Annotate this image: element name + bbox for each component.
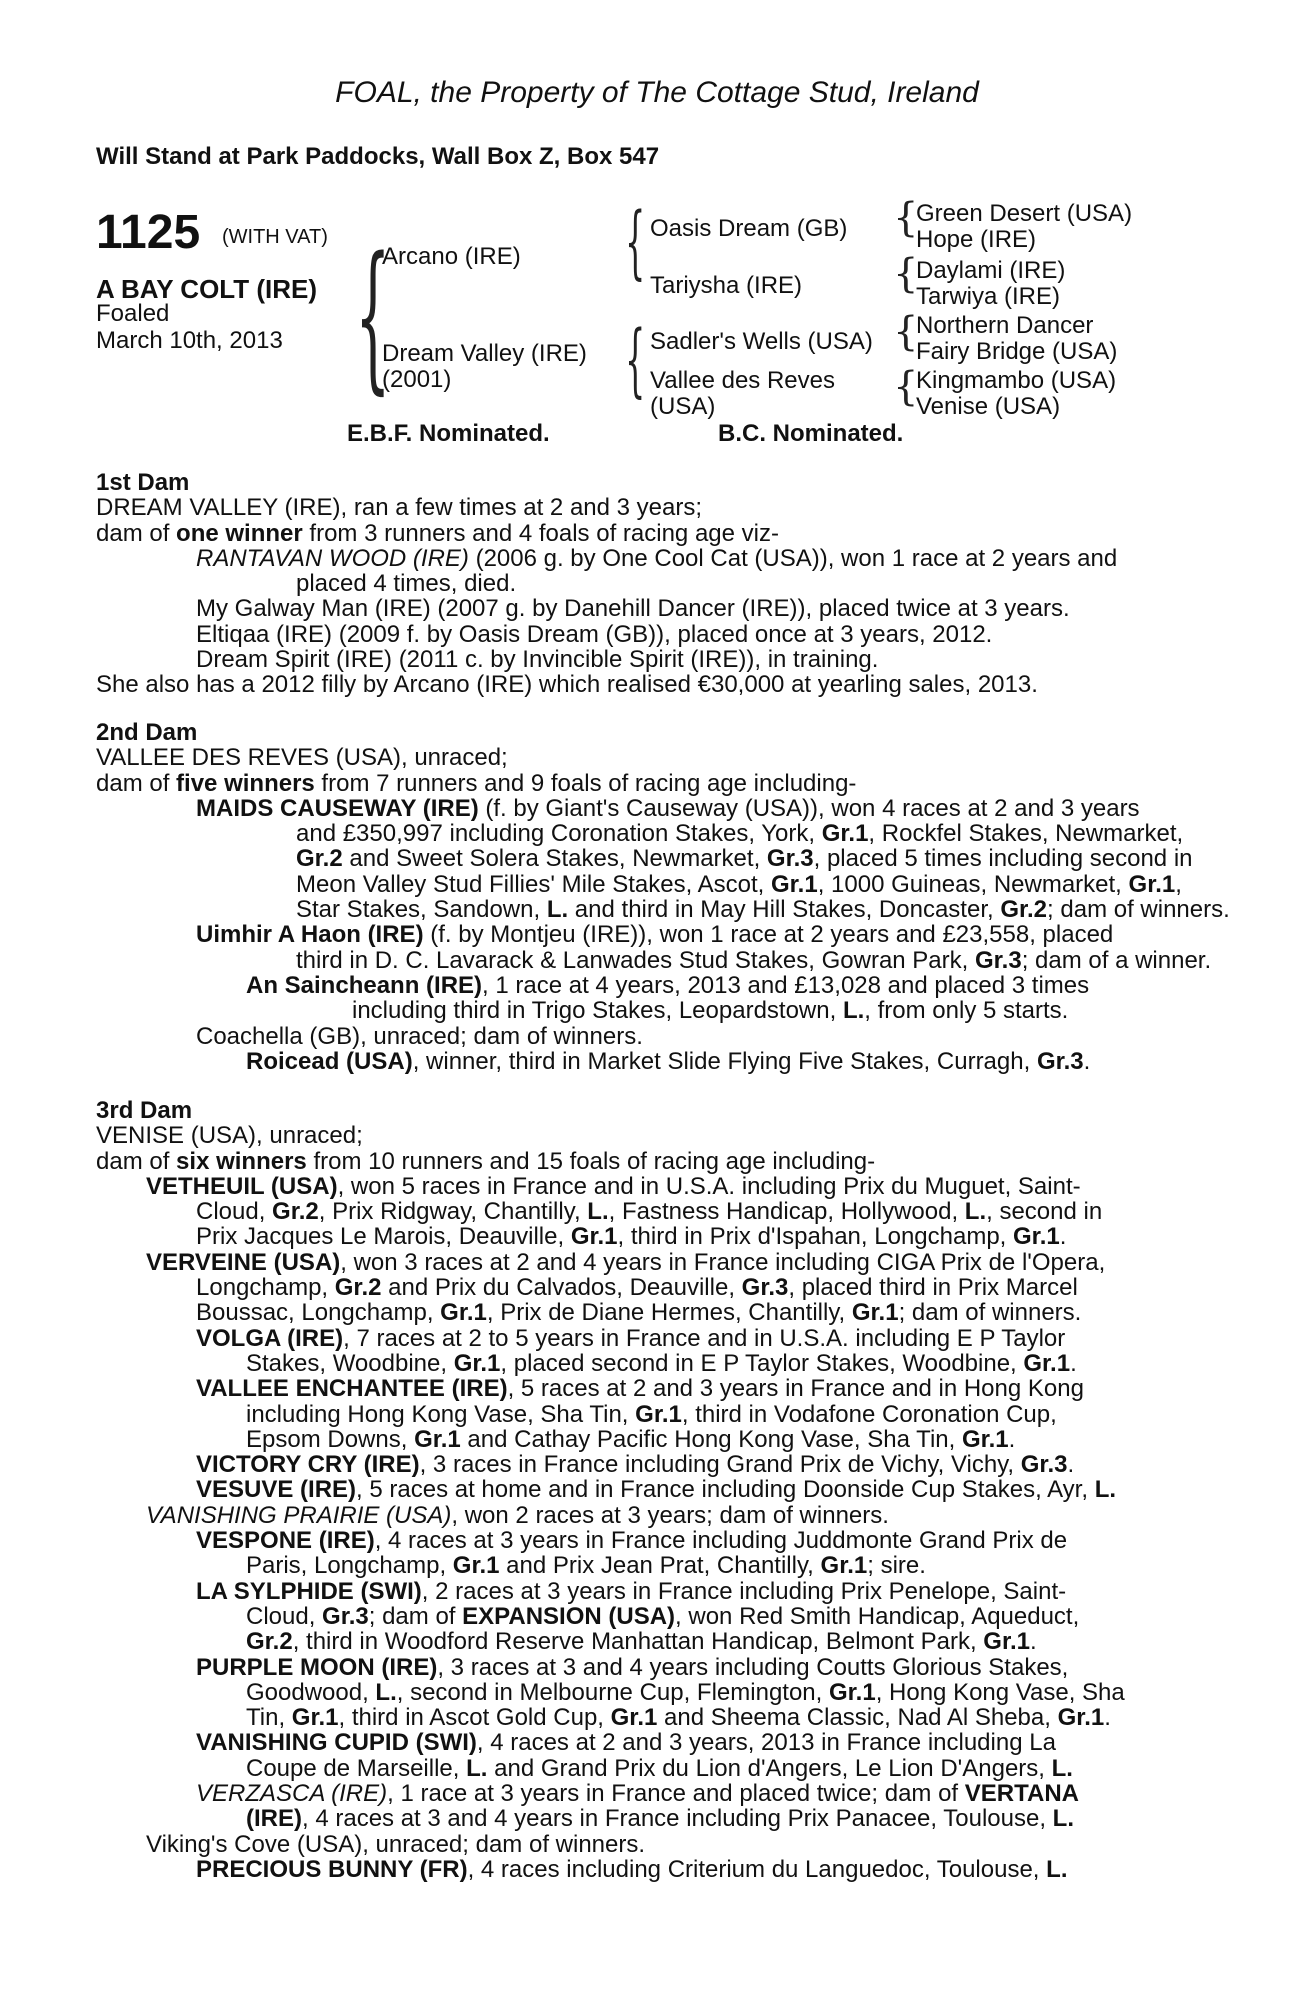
produce-note: She also has a 2012 filly by Arcano (IRE) which realised €30,000 at yearling sales, 2013. <box>96 671 1038 699</box>
produce-entry-cont <box>96 998 1196 1023</box>
grade: Gr.1 <box>983 1628 1030 1656</box>
dam-name: Dream Valley (IRE) <box>382 340 587 367</box>
first-dam-section <box>96 470 1196 698</box>
horse-name: VANISHING PRAIRIE (USA) <box>146 1501 452 1529</box>
grade: L. <box>964 1198 987 1226</box>
produce-entry-cont <box>96 946 1212 974</box>
grade: Gr.1 <box>1128 870 1176 898</box>
text: , Prix Ridgway, Chantilly, <box>318 1198 588 1226</box>
text: ; dam of <box>368 1602 463 1630</box>
text: from 10 runners and 15 foals of racing age including- <box>306 1147 876 1175</box>
dam-produce-summary <box>96 771 1196 796</box>
text: Stakes, Woodbine, <box>246 1349 454 1377</box>
text: , won 5 races in France and in U.S.A. including Prix du Muguet, Saint- <box>337 1172 1081 1200</box>
text: , winner, third in Market Slide Flying Five Stakes, Curragh, <box>412 1047 1037 1075</box>
text: . <box>1008 1425 1016 1453</box>
produce-entry-cont <box>96 1199 1196 1224</box>
text: . <box>1083 1047 1091 1075</box>
horse-name: VANISHING CUPID (SWI) <box>196 1729 477 1757</box>
sire-sire-sire: Green Desert (USA) <box>916 200 1133 227</box>
text: Coupe de Marseille, <box>246 1754 467 1782</box>
dam-produce-summary <box>96 1149 1196 1174</box>
stand-location: Will Stand at Park Paddocks, Wall Box Z, Box 547 <box>96 143 660 170</box>
produce-entry <box>96 1655 1196 1680</box>
text: dam of <box>96 769 177 797</box>
horse-name: VETHEUIL (USA) <box>146 1172 338 1200</box>
lot-number: 1125 <box>96 206 201 259</box>
produce-entry-cont <box>96 821 1196 846</box>
text: and Sweet Solera Stakes, Newmarket, <box>342 845 767 873</box>
dam-line: DREAM VALLEY (IRE), ran a few times at 2 and 3 years; <box>96 494 703 522</box>
grade: Gr.2 <box>272 1198 319 1226</box>
horse-name: VESPONE (IRE) <box>196 1527 375 1555</box>
produce-entry: Dream Spirit (IRE) (2011 c. by Invincible Spirit (IRE)), in training. <box>196 646 879 674</box>
text: , Prix de Diane Hermes, Chantilly, <box>486 1299 852 1327</box>
produce-entry <box>96 922 1196 947</box>
grade: L. <box>1046 1855 1068 1883</box>
produce-entry <box>96 973 1196 998</box>
text: , 1000 Guineas, Newmarket, <box>817 870 1129 898</box>
produce-entry <box>96 1049 1196 1074</box>
grade: Gr.1 <box>1013 1223 1060 1251</box>
text: , won Red Smith Handicap, Aqueduct, <box>675 1602 1080 1630</box>
text: Cloud, <box>196 1198 273 1226</box>
produce-entry: Coachella (GB), unraced; dam of winners. <box>196 1022 643 1050</box>
foaled-date: March 10th, 2013 <box>96 327 283 354</box>
grade: Gr.3 <box>766 845 814 873</box>
pedigree-brace: { <box>893 364 919 410</box>
pedigree-brace: { <box>893 195 919 241</box>
produce-entry <box>96 1477 1196 1502</box>
dam-dam: Vallee des Reves <box>650 367 835 394</box>
text: . <box>1029 1628 1037 1656</box>
horse-name: EXPANSION (USA) <box>462 1602 676 1630</box>
text: dam of <box>96 519 177 547</box>
horse-name: (IRE) <box>246 1805 302 1833</box>
text: , third in Prix d'Ispahan, Longchamp, <box>617 1223 1014 1251</box>
text: (f. by Giant's Causeway (USA)), won 4 races at 2 and 3 years <box>478 794 1140 822</box>
grade: Gr.1 <box>635 1400 682 1428</box>
winners-count: five winners <box>176 769 315 797</box>
produce-entry-cont <box>96 1705 1196 1730</box>
horse-name: MAIDS CAUSEWAY (IRE) <box>196 794 479 822</box>
text: and Grand Prix du Lion d'Angers, Le Lion D'Angers, <box>487 1754 1052 1782</box>
grade: Gr.2 <box>246 1628 293 1656</box>
grade: L. <box>842 997 865 1025</box>
produce-entry: Viking's Cove (USA), unraced; dam of winners. <box>146 1830 646 1858</box>
grade: Gr.1 <box>610 1704 658 1732</box>
grade: Gr.1 <box>771 870 818 898</box>
lot-name: A BAY COLT (IRE) <box>96 274 318 304</box>
text: . <box>1059 1223 1067 1251</box>
dam-sire-dam: Fairy Bridge (USA) <box>916 338 1118 365</box>
text: , 4 races at 3 years in France including Juddmonte Grand Prix de <box>374 1527 1068 1555</box>
text: , 7 races at 2 to 5 years in France and in U.S.A. including E P Taylor <box>343 1324 1066 1352</box>
text: . <box>1104 1704 1111 1732</box>
produce-entry-cont <box>96 1806 1196 1831</box>
text: (2006 g. by One Cool Cat (USA)), won 1 race at 2 years and <box>468 544 1118 572</box>
text: and Cathay Pacific Hong Kong Vase, Sha Tin, <box>460 1425 962 1453</box>
grade: Gr.1 <box>414 1425 461 1453</box>
text: and £350,997 including Coronation Stakes, York, <box>296 820 822 848</box>
dam-line: VALLEE DES REVES (USA), unraced; <box>96 744 508 772</box>
text: Goodwood, <box>246 1678 376 1706</box>
sire-dam-sire: Daylami (IRE) <box>916 257 1066 284</box>
text: , <box>1175 870 1182 898</box>
grade: Gr.2 <box>334 1274 382 1302</box>
text: Meon Valley Stud Fillies' Mile Stakes, Ascot, <box>296 870 771 898</box>
text: Tin, <box>246 1704 292 1732</box>
produce-entry: Eltiqaa (IRE) (2009 f. by Oasis Dream (GB)), placed once at 3 years, 2012. <box>196 620 993 648</box>
text: , second in <box>986 1198 1103 1226</box>
sire-dam-dam: Tarwiya (IRE) <box>916 283 1061 310</box>
grade: Gr.1 <box>452 1552 500 1580</box>
text: , third in Vodafone Coronation Cup, <box>681 1400 1057 1428</box>
text: including third in Trigo Stakes, Leopardstown, <box>352 997 843 1025</box>
horse-name: VERTANA <box>964 1780 1080 1808</box>
horse-name: An Saincheann (IRE) <box>246 971 483 999</box>
text: and Sheema Classic, Nad Al Sheba, <box>657 1704 1058 1732</box>
section-heading: 3rd Dam <box>96 1097 193 1124</box>
text: ; dam of winners. <box>1047 896 1230 924</box>
grade: Gr.1 <box>821 820 869 848</box>
sire-sire-dam: Hope (IRE) <box>916 226 1037 253</box>
grade: Gr.1 <box>820 1552 868 1580</box>
dam-sire-sire: Northern Dancer <box>916 312 1094 339</box>
grade: Gr.1 <box>828 1678 876 1706</box>
grade: L. <box>546 896 569 924</box>
dam-dam-sire: Kingmambo (USA) <box>916 367 1117 394</box>
produce-entry-cont: placed 4 times, died. <box>296 570 517 598</box>
grade: Gr.3 <box>1020 1451 1068 1479</box>
text: ; dam of a winner. <box>1021 946 1212 974</box>
bc-nominated: B.C. Nominated. <box>718 420 904 447</box>
pedigree-brace: { <box>893 309 919 355</box>
dam-dam-country: (USA) <box>650 393 716 420</box>
text: , 1 race at 4 years, 2013 and £13,028 and placed 3 times <box>482 971 1090 999</box>
produce-entry-cont <box>96 1629 1196 1654</box>
section-heading: 2nd Dam <box>96 719 198 746</box>
horse-name: VERZASCA (IRE) <box>196 1780 388 1808</box>
produce-entry <box>96 796 1196 821</box>
horse-name: PURPLE MOON (IRE) <box>196 1653 438 1681</box>
text: dam of <box>96 1147 177 1175</box>
text: , Fastness Handicap, Hollywood, <box>608 1198 965 1226</box>
grade: Gr.1 <box>440 1299 487 1327</box>
text: . <box>1070 1349 1077 1377</box>
vat-label: (WITH VAT) <box>222 226 328 248</box>
text: Boussac, Longchamp, <box>196 1299 441 1327</box>
horse-name: VERVEINE (USA) <box>146 1248 341 1276</box>
grade: L. <box>375 1678 397 1706</box>
sire-name: Arcano (IRE) <box>382 243 521 270</box>
text: , 5 races at home and in France including Doonside Cup Stakes, Ayr, <box>356 1476 1095 1504</box>
produce-entry <box>96 1326 1196 1351</box>
grade: L. <box>466 1754 488 1782</box>
text: . <box>1067 1451 1075 1479</box>
text: from 7 runners and 9 foals of racing age including- <box>314 769 857 797</box>
horse-name: VESUVE (IRE) <box>196 1476 357 1504</box>
text: , 4 races at 3 and 4 years in France including Prix Panacee, Toulouse, <box>302 1805 1053 1833</box>
grade: Gr.1 <box>453 1349 501 1377</box>
pedigree-brace: { <box>625 195 646 288</box>
text: , from only 5 starts. <box>864 997 1069 1025</box>
text: Epsom Downs, <box>246 1425 415 1453</box>
text: third in D. C. Lavarack & Lanwades Stud Stakes, Gowran Park, <box>296 946 975 974</box>
produce-entry <box>96 1579 1196 1604</box>
text: , Hong Kong Vase, Sha <box>875 1678 1125 1706</box>
produce-entry-cont <box>96 1402 1196 1427</box>
text: , second in Melbourne Cup, Flemington, <box>396 1678 829 1706</box>
produce-entry-cont <box>96 1553 1196 1578</box>
produce-entry <box>96 546 1196 571</box>
grade: Gr.3 <box>1036 1047 1084 1075</box>
dam-sire: Sadler's Wells (USA) <box>650 328 873 355</box>
text: ; dam of winners. <box>898 1299 1082 1327</box>
section-heading: 1st Dam <box>96 469 190 496</box>
produce-entry-cont <box>96 1224 1196 1249</box>
text: , 5 races at 2 and 3 years in France and in Hong Kong <box>507 1375 1084 1403</box>
grade: L. <box>587 1198 609 1226</box>
dam-line: VENISE (USA), unraced; <box>96 1122 363 1150</box>
foaled-label: Foaled <box>96 300 170 327</box>
horse-name: VOLGA (IRE) <box>196 1324 344 1352</box>
horse-name: LA SYLPHIDE (SWI) <box>196 1577 422 1605</box>
ebf-nominated: E.B.F. Nominated. <box>347 420 550 447</box>
text: Longchamp, <box>196 1274 335 1302</box>
text: , placed second in E P Taylor Stakes, Woodbine, <box>500 1349 1024 1377</box>
produce-entry-cont <box>96 1604 1196 1629</box>
horse-name: VALLEE ENCHANTEE (IRE) <box>196 1375 508 1403</box>
dam-dam-dam: Venise (USA) <box>916 393 1061 420</box>
horse-name: Uimhir A Haon (IRE) <box>196 921 424 949</box>
text: Cloud, <box>246 1602 323 1630</box>
text: , 2 races at 3 years in France including Prix Penelope, Saint- <box>421 1577 1067 1605</box>
text: and Prix du Calvados, Deauville, <box>381 1274 742 1302</box>
produce-entry-cont <box>96 1300 1196 1325</box>
produce-entry <box>96 1730 1196 1755</box>
text: , 4 races at 2 and 3 years, 2013 in France including La <box>476 1729 1056 1757</box>
horse-name: Roicead (USA) <box>246 1047 413 1075</box>
grade: Gr.1 <box>1023 1349 1071 1377</box>
text: Prix Jacques Le Marois, Deauville, <box>196 1223 571 1251</box>
winners-count: one winner <box>176 519 303 547</box>
text: , won 2 races at 3 years; dam of winners. <box>451 1501 889 1529</box>
produce-entry-cont <box>96 1680 1196 1705</box>
text: , placed 5 times including second in <box>813 845 1193 873</box>
grade: Gr.3 <box>974 946 1022 974</box>
grade: Gr.2 <box>296 845 343 873</box>
produce-entry-cont <box>96 872 1196 897</box>
horse-name: VICTORY CRY (IRE) <box>196 1451 420 1479</box>
produce-entry: My Galway Man (IRE) (2007 g. by Danehill Dancer (IRE)), placed twice at 3 years. <box>196 595 1070 623</box>
produce-entry-cont <box>96 1275 1196 1300</box>
produce-entry <box>96 1452 1196 1477</box>
pedigree-brace: { <box>355 222 391 409</box>
second-dam-section <box>96 719 1230 1075</box>
horse-name: PRECIOUS BUNNY (FR) <box>196 1855 468 1883</box>
sire-dam: Tariysha (IRE) <box>650 272 803 299</box>
produce-entry <box>96 1174 1196 1199</box>
grade: Gr.1 <box>291 1704 339 1732</box>
grade: Gr.1 <box>851 1299 899 1327</box>
text: from 3 runners and 4 foals of racing age viz- <box>302 519 779 547</box>
grade: Gr.1 <box>961 1425 1009 1453</box>
text: , third in Woodford Reserve Manhattan Handicap, Belmont Park, <box>292 1628 984 1656</box>
winners-count: six winners <box>176 1147 307 1175</box>
page-title: FOAL, the Property of The Cottage Stud, Ireland <box>335 76 979 109</box>
third-dam-section <box>96 1098 1196 1882</box>
produce-entry-cont <box>96 846 1196 871</box>
dam-produce-summary <box>96 521 1196 546</box>
text: , Rockfel Stakes, Newmarket, <box>868 820 1184 848</box>
text: , 4 races including Criterium du Languedoc, Toulouse, <box>467 1855 1047 1883</box>
produce-entry-cont <box>96 896 1230 924</box>
text: and third in May Hill Stakes, Doncaster, <box>568 896 1001 924</box>
grade: L. <box>1052 1805 1074 1833</box>
text: and Prix Jean Prat, Chantilly, <box>499 1552 821 1580</box>
produce-entry <box>96 1250 1196 1275</box>
produce-entry-cont <box>96 1756 1196 1781</box>
pedigree-brace: { <box>625 313 646 406</box>
pedigree-brace: { <box>893 251 919 297</box>
produce-entry-cont <box>96 1427 1196 1452</box>
dam-year: (2001) <box>382 366 452 393</box>
text: , 3 races in France including Grand Prix de Vichy, Vichy, <box>419 1451 1021 1479</box>
sire-sire: Oasis Dream (GB) <box>650 215 848 242</box>
grade: Gr.1 <box>1057 1704 1105 1732</box>
produce-entry <box>96 1528 1196 1553</box>
grade: L. <box>1094 1476 1117 1504</box>
grade: Gr.2 <box>1000 896 1048 924</box>
text: Paris, Longchamp, <box>246 1552 453 1580</box>
text: , placed third in Prix Marcel <box>788 1274 1078 1302</box>
text: Star Stakes, Sandown, <box>296 896 547 924</box>
text: including Hong Kong Vase, Sha Tin, <box>246 1400 636 1428</box>
text: , 1 race at 3 years in France and placed twice; dam of <box>387 1780 965 1808</box>
produce-entry <box>96 1857 1196 1882</box>
text: , won 3 races at 2 and 4 years in France including CIGA Prix de l'Opera, <box>340 1248 1106 1276</box>
produce-entry <box>96 1781 1196 1806</box>
grade: L. <box>1051 1754 1073 1782</box>
produce-entry-cont <box>96 1351 1196 1376</box>
grade: Gr.3 <box>322 1602 369 1630</box>
text: (f. by Montjeu (IRE)), won 1 race at 2 years and £23,558, placed <box>423 921 1114 949</box>
produce-entry <box>96 1503 1196 1528</box>
text: , 3 races at 3 and 4 years including Coutts Glorious Stakes, <box>437 1653 1069 1681</box>
produce-entry <box>96 1376 1196 1401</box>
text: ; sire. <box>867 1552 926 1580</box>
text: , third in Ascot Gold Cup, <box>338 1704 611 1732</box>
horse-name: RANTAVAN WOOD (IRE) <box>196 544 469 572</box>
grade: Gr.1 <box>570 1223 618 1251</box>
grade: Gr.3 <box>741 1274 789 1302</box>
